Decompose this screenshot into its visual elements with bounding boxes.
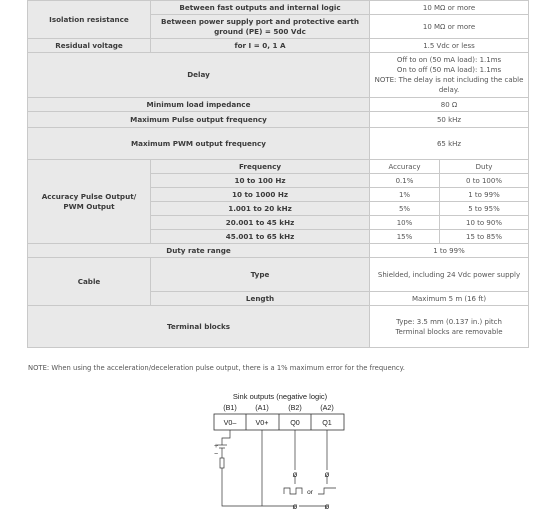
plus-sign: + [214, 443, 219, 450]
accuracy-row-frequency: 10 to 1000 Hz [151, 188, 370, 202]
frequency-error-note: NOTE: When using the acceleration/deceleration pulse output, there is a 1% maximum error for the frequency. [28, 364, 405, 372]
isolation-resistance-label: Isolation resistance [28, 1, 151, 39]
residual-voltage-value: 1.5 Vdc or less [370, 39, 529, 53]
duty-rate-range-label: Duty rate range [28, 244, 370, 258]
accuracy-row-accuracy: 1% [370, 188, 440, 202]
terminal-blocks-value: Type: 3.5 mm (0.137 in.) pitch Terminal blocks are removable [370, 306, 529, 348]
cable-type-value: Shielded, including 24 Vdc power supply [370, 258, 529, 292]
accuracy-row-duty: 1 to 99% [440, 188, 529, 202]
accuracy-row-frequency: 20.001 to 45 kHz [151, 216, 370, 230]
pin-name-q1: Q1 [322, 418, 332, 427]
accuracy-row-duty: 10 to 90% [440, 216, 529, 230]
accuracy-row-accuracy: 15% [370, 230, 440, 244]
specifications-table [27, 0, 529, 348]
delay-value: Off to on (50 mA load): 1.1ms On to off (50 mA load): 1.1ms NOTE: The delay is not including the cable delay. [370, 53, 529, 98]
min-load-impedance-label: Minimum load impedance [28, 98, 370, 112]
accuracy-row-duty: 15 to 85% [440, 230, 529, 244]
isolation-condition-1: Between fast outputs and internal logic [151, 1, 370, 15]
accuracy-row-frequency: 45.001 to 65 kHz [151, 230, 370, 244]
accuracy-row-duty: 5 to 95% [440, 202, 529, 216]
accuracy-row-accuracy: 0.1% [370, 174, 440, 188]
isolation-value-1: 10 MΩ or more [370, 1, 529, 15]
pin-code-a2: (A2) [320, 403, 334, 412]
accuracy-row-duty: 0 to 100% [440, 174, 529, 188]
accuracy-row-accuracy: 10% [370, 216, 440, 230]
residual-voltage-condition: for I = 0, 1 A [151, 39, 370, 53]
pin-name-v0-minus: V0– [223, 418, 237, 427]
open-terminal-icon: ø [324, 470, 330, 479]
max-pwm-frequency-value: 65 kHz [370, 128, 529, 160]
cable-length-label: Length [151, 292, 370, 306]
accuracy-row-frequency: 1.001 to 20 kHz [151, 202, 370, 216]
max-pulse-frequency-label: Maximum Pulse output frequency [28, 112, 370, 128]
pin-code-b2: (B2) [288, 403, 302, 412]
accuracy-header-frequency: Frequency [151, 160, 370, 174]
wiring [217, 430, 336, 506]
accuracy-header-accuracy: Accuracy [370, 160, 440, 174]
min-load-impedance-value: 80 Ω [370, 98, 529, 112]
pin-code-b1: (B1) [223, 403, 237, 412]
or-label: or [307, 489, 313, 496]
cable-label: Cable [28, 258, 151, 306]
isolation-value-2: 10 MΩ or more [370, 15, 529, 39]
isolation-condition-2: Between power supply port and protective earth ground (PE) = 500 Vdc [151, 15, 370, 39]
pin-name-v0-plus: V0+ [255, 418, 269, 427]
sink-outputs-wiring-diagram [200, 390, 360, 518]
open-terminal-icon: ø [324, 502, 330, 511]
accuracy-header-duty: Duty [440, 160, 529, 174]
accuracy-label: Accuracy Pulse Output/ PWM Output [28, 160, 151, 244]
pin-name-q0: Q0 [290, 418, 300, 427]
open-terminal-icon: ø [292, 502, 298, 511]
residual-voltage-label: Residual voltage [28, 39, 151, 53]
accuracy-row-frequency: 10 to 100 Hz [151, 174, 370, 188]
cable-type-label: Type [151, 258, 370, 292]
pin-code-a1: (A1) [255, 403, 269, 412]
open-terminal-icon: ø [292, 470, 298, 479]
max-pulse-frequency-value: 50 kHz [370, 112, 529, 128]
cable-length-value: Maximum 5 m (16 ft) [370, 292, 529, 306]
duty-rate-range-value: 1 to 99% [370, 244, 529, 258]
max-pwm-frequency-label: Maximum PWM output frequency [28, 128, 370, 160]
diagram-title: Sink outputs (negative logic) [232, 392, 328, 401]
delay-label: Delay [28, 53, 370, 98]
minus-sign: − [214, 451, 219, 458]
terminal-blocks-label: Terminal blocks [28, 306, 370, 348]
accuracy-row-accuracy: 5% [370, 202, 440, 216]
